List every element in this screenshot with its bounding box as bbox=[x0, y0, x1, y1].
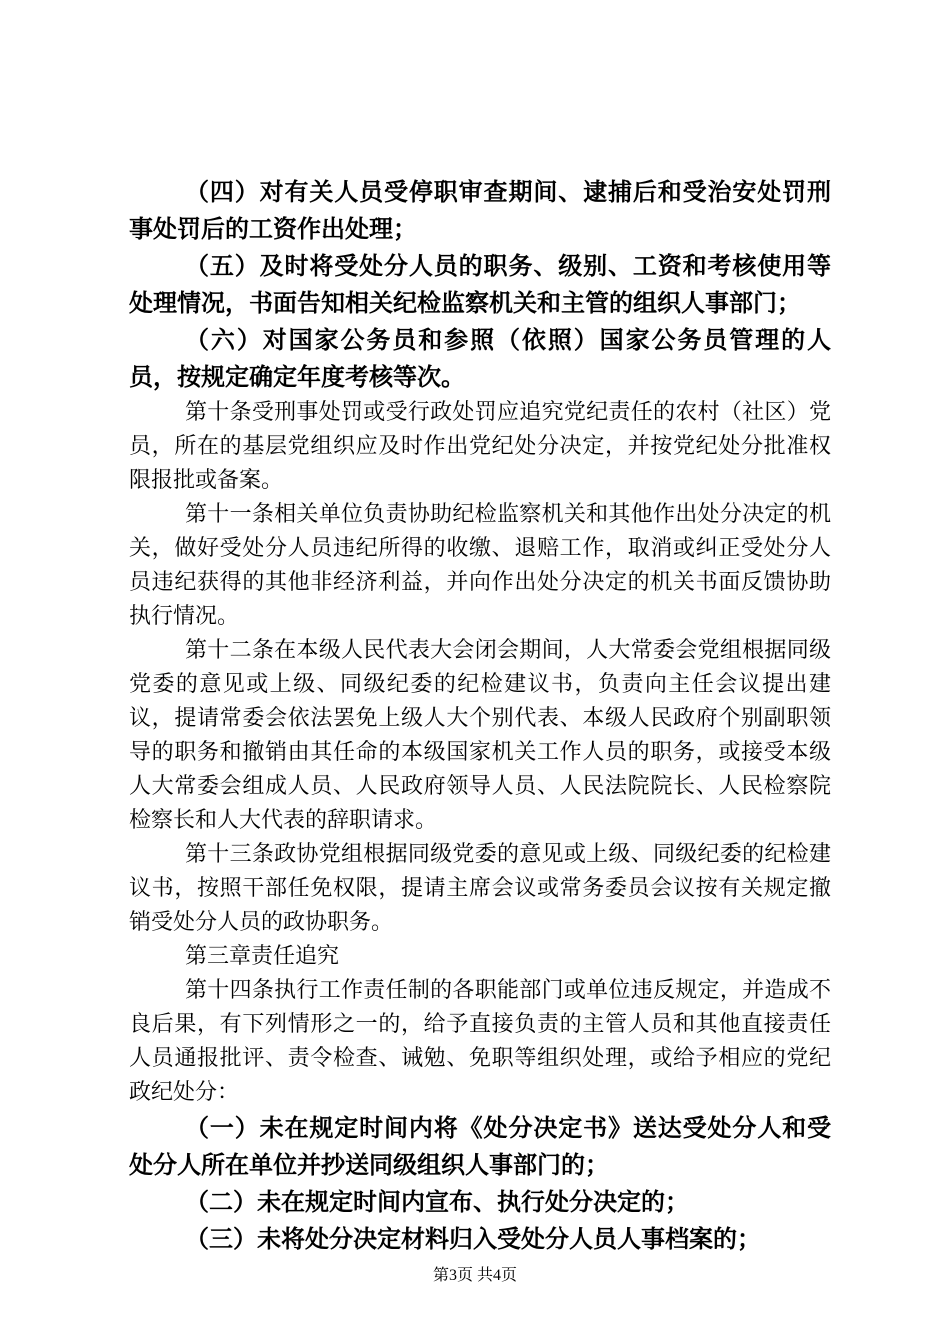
document-body bbox=[129, 174, 831, 1258]
paragraph: （二）未在规定时间内宣布、执行处分决定的； bbox=[185, 1188, 689, 1216]
page-number-footer: 第3页 共4页 bbox=[432, 1267, 517, 1284]
paragraph: （六）对国家公务员和参照（依照）国家公务员管理的人员，按规定确定年度考核等次。 bbox=[129, 326, 831, 391]
paragraph: 第十二条在本级人民代表大会闭会期间，人大常委会党组根据同级党委的意见或上级、同级纪委的纪检建议书，负责向主任会议提出建议，提请常委会依法罢免上级人大个别代表、本级人民政府个别副职领导的职务和撤销由其任命的本级国家机关工作人员的职务，或接受本级人大常委会组成人员、人民政府领导人员、人民法院院长、人民检察院检察长和人大代表的辞职请求。 bbox=[129, 638, 831, 833]
paragraph: 第十条受刑事处罚或受行政处罚应追究党纪责任的农村（社区）党员，所在的基层党组织应及时作出党纪处分决定，并按党纪处分批准权限报批或备案。 bbox=[129, 400, 831, 493]
paragraph: 第十三条政协党组根据同级党委的意见或上级、同级纪委的纪检建议书，按照干部任免权限，提请主席会议或常务委员会议按有关规定撤销受处分人员的政协职务。 bbox=[129, 842, 831, 935]
paragraph: （四）对有关人员受停职审查期间、逮捕后和受治安处罚刑事处罚后的工资作出处理； bbox=[129, 178, 831, 243]
paragraph: 第十四条执行工作责任制的各职能部门或单位违反规定，并造成不良后果，有下列情形之一的，给予直接负责的主管人员和其他直接责任人员通报批评、责令检查、诫勉、免职等组织处理，或给予相应的党纪政纪处分： bbox=[129, 978, 831, 1105]
paragraph: （一）未在规定时间内将《处分决定书》送达受处分人和受处分人所在单位并抄送同级组织人事部门的； bbox=[129, 1114, 831, 1179]
paragraph: （三）未将处分决定材料归入受处分人员人事档案的； bbox=[185, 1225, 761, 1253]
paragraph: 第十一条相关单位负责协助纪检监察机关和其他作出处分决定的机关，做好受处分人员违纪所得的收缴、退赔工作，取消或纠正受处分人员违纪获得的其他非经济利益，并向作出处分决定的机关书面反馈协助执行情况。 bbox=[129, 502, 831, 629]
paragraph: （五）及时将受处分人员的职务、级别、工资和考核使用等处理情况，书面告知相关纪检监察机关和主管的组织人事部门； bbox=[129, 252, 831, 317]
chapter-heading: 第三章责任追究 bbox=[185, 944, 340, 969]
